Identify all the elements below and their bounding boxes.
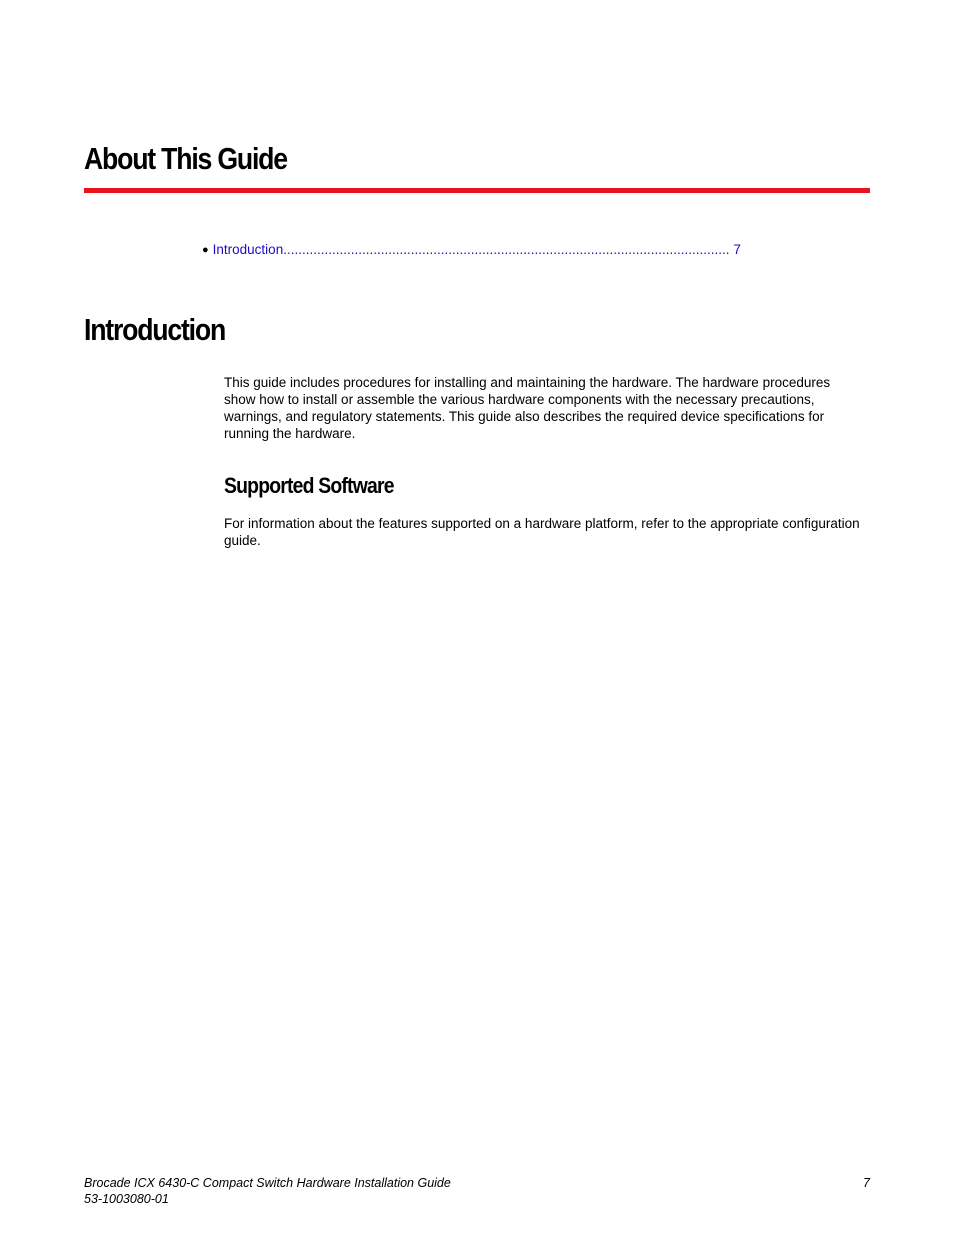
footer-document-info [84, 1175, 451, 1207]
introduction-paragraph: This guide includes procedures for installing and maintaining the hardware. The hardware procedures show how to install or assemble the various hardware components with the necessary precautions, warnings, and regulatory statements. This guide also describes the required device specifications for running the hardware. [224, 375, 831, 441]
toc-bullet: ● [202, 244, 209, 256]
mini-toc [202, 241, 772, 259]
chapter-title-rule [84, 188, 870, 193]
section-title-introduction: Introduction [84, 312, 226, 347]
footer-document-number: 53-1003080-01 [84, 1192, 169, 1206]
footer-page-number: 7 [863, 1176, 870, 1190]
toc-entry-label: Introduction....................................................................................................................... [212, 242, 730, 257]
supported-software-paragraph: For information about the features supported on a hardware platform, refer to the appropriate configuration guide. [224, 516, 860, 548]
toc-entry-page: 7 [733, 242, 741, 257]
subsection-title-supported-software: Supported Software [224, 473, 394, 498]
chapter-title: About This Guide [84, 141, 287, 176]
toc-link-introduction[interactable] [213, 242, 741, 257]
footer-document-title: Brocade ICX 6430-C Compact Switch Hardware Installation Guide [84, 1176, 451, 1190]
